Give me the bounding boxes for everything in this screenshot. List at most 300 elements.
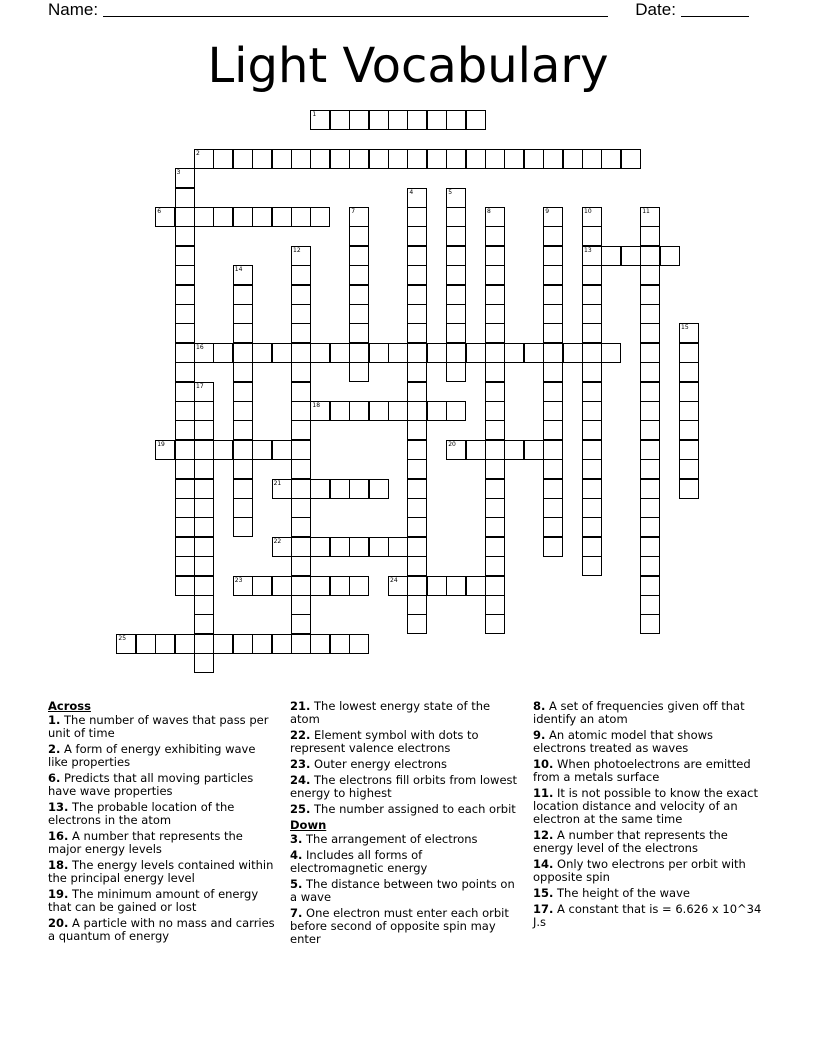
grid-cell[interactable] xyxy=(330,401,350,421)
grid-cell[interactable] xyxy=(116,634,136,654)
grid-cell[interactable] xyxy=(194,459,214,479)
grid-cell[interactable] xyxy=(233,304,253,324)
grid-cell[interactable] xyxy=(407,576,427,596)
grid-cell[interactable] xyxy=(272,440,292,460)
grid-cell[interactable] xyxy=(272,479,292,499)
grid-cell[interactable] xyxy=(679,343,699,363)
grid-cell[interactable] xyxy=(175,265,195,285)
grid-cell[interactable] xyxy=(582,459,602,479)
grid-cell[interactable] xyxy=(369,343,389,363)
grid-cell[interactable] xyxy=(485,246,505,266)
grid-cell[interactable] xyxy=(446,576,466,596)
grid-cell[interactable] xyxy=(388,401,408,421)
grid-cell[interactable] xyxy=(233,362,253,382)
grid-cell[interactable] xyxy=(388,343,408,363)
grid-cell[interactable] xyxy=(407,343,427,363)
grid-cell[interactable] xyxy=(640,420,660,440)
grid-cell[interactable] xyxy=(175,188,195,208)
grid-cell[interactable] xyxy=(291,362,311,382)
grid-cell[interactable] xyxy=(194,401,214,421)
grid-cell[interactable] xyxy=(291,382,311,402)
grid-cell[interactable] xyxy=(272,537,292,557)
grid-cell[interactable] xyxy=(233,265,253,285)
grid-cell[interactable] xyxy=(640,265,660,285)
grid-cell[interactable] xyxy=(233,634,253,654)
grid-cell[interactable] xyxy=(640,285,660,305)
grid-cell[interactable] xyxy=(582,479,602,499)
grid-cell[interactable] xyxy=(310,343,330,363)
grid-cell[interactable] xyxy=(175,304,195,324)
grid-cell[interactable] xyxy=(233,498,253,518)
grid-cell[interactable] xyxy=(310,537,330,557)
grid-cell[interactable] xyxy=(485,226,505,246)
grid-cell[interactable] xyxy=(446,149,466,169)
grid-cell[interactable] xyxy=(233,479,253,499)
grid-cell[interactable] xyxy=(640,304,660,324)
grid-cell[interactable] xyxy=(504,343,524,363)
grid-cell[interactable] xyxy=(291,595,311,615)
grid-cell[interactable] xyxy=(349,226,369,246)
grid-cell[interactable] xyxy=(679,479,699,499)
grid-cell[interactable] xyxy=(330,110,350,130)
grid-cell[interactable] xyxy=(407,556,427,576)
grid-cell[interactable] xyxy=(175,168,195,188)
grid-cell[interactable] xyxy=(175,634,195,654)
grid-cell[interactable] xyxy=(194,595,214,615)
grid-cell[interactable] xyxy=(291,343,311,363)
grid-cell[interactable] xyxy=(543,498,563,518)
grid-cell[interactable] xyxy=(349,634,369,654)
grid-cell[interactable] xyxy=(213,440,233,460)
grid-cell[interactable] xyxy=(194,576,214,596)
grid-cell[interactable] xyxy=(349,246,369,266)
grid-cell[interactable] xyxy=(640,459,660,479)
grid-cell[interactable] xyxy=(175,556,195,576)
grid-cell[interactable] xyxy=(543,420,563,440)
grid-cell[interactable] xyxy=(194,207,214,227)
grid-cell[interactable] xyxy=(427,149,447,169)
grid-cell[interactable] xyxy=(291,517,311,537)
grid-cell[interactable] xyxy=(330,537,350,557)
grid-cell[interactable] xyxy=(233,401,253,421)
grid-cell[interactable] xyxy=(640,401,660,421)
grid-cell[interactable] xyxy=(175,517,195,537)
grid-cell[interactable] xyxy=(407,498,427,518)
grid-cell[interactable] xyxy=(543,246,563,266)
grid-cell[interactable] xyxy=(485,382,505,402)
grid-cell[interactable] xyxy=(446,440,466,460)
grid-cell[interactable] xyxy=(543,362,563,382)
grid-cell[interactable] xyxy=(640,556,660,576)
grid-cell[interactable] xyxy=(446,265,466,285)
grid-cell[interactable] xyxy=(543,207,563,227)
grid-cell[interactable] xyxy=(543,382,563,402)
grid-cell[interactable] xyxy=(427,343,447,363)
grid-cell[interactable] xyxy=(543,459,563,479)
grid-cell[interactable] xyxy=(543,343,563,363)
grid-cell[interactable] xyxy=(446,323,466,343)
grid-cell[interactable] xyxy=(640,479,660,499)
grid-cell[interactable] xyxy=(272,343,292,363)
grid-cell[interactable] xyxy=(679,440,699,460)
grid-cell[interactable] xyxy=(446,188,466,208)
grid-cell[interactable] xyxy=(582,517,602,537)
grid-cell[interactable] xyxy=(291,246,311,266)
grid-cell[interactable] xyxy=(349,110,369,130)
grid-cell[interactable] xyxy=(291,479,311,499)
grid-cell[interactable] xyxy=(291,614,311,634)
grid-cell[interactable] xyxy=(388,149,408,169)
grid-cell[interactable] xyxy=(543,517,563,537)
grid-cell[interactable] xyxy=(582,498,602,518)
grid-cell[interactable] xyxy=(291,304,311,324)
grid-cell[interactable] xyxy=(291,459,311,479)
grid-cell[interactable] xyxy=(504,440,524,460)
grid-cell[interactable] xyxy=(330,149,350,169)
grid-cell[interactable] xyxy=(407,537,427,557)
grid-cell[interactable] xyxy=(175,246,195,266)
grid-cell[interactable] xyxy=(369,537,389,557)
grid-cell[interactable] xyxy=(640,498,660,518)
grid-cell[interactable] xyxy=(543,265,563,285)
grid-cell[interactable] xyxy=(233,440,253,460)
grid-cell[interactable] xyxy=(272,576,292,596)
grid-cell[interactable] xyxy=(407,323,427,343)
grid-cell[interactable] xyxy=(543,226,563,246)
grid-cell[interactable] xyxy=(194,634,214,654)
grid-cell[interactable] xyxy=(213,343,233,363)
grid-cell[interactable] xyxy=(621,246,641,266)
grid-cell[interactable] xyxy=(582,420,602,440)
grid-cell[interactable] xyxy=(407,285,427,305)
grid-cell[interactable] xyxy=(252,440,272,460)
grid-cell[interactable] xyxy=(330,479,350,499)
grid-cell[interactable] xyxy=(582,537,602,557)
grid-cell[interactable] xyxy=(427,110,447,130)
grid-cell[interactable] xyxy=(233,285,253,305)
grid-cell[interactable] xyxy=(582,401,602,421)
grid-cell[interactable] xyxy=(543,479,563,499)
grid-cell[interactable] xyxy=(369,110,389,130)
grid-cell[interactable] xyxy=(485,265,505,285)
grid-cell[interactable] xyxy=(252,207,272,227)
grid-cell[interactable] xyxy=(291,537,311,557)
grid-cell[interactable] xyxy=(582,265,602,285)
grid-cell[interactable] xyxy=(310,479,330,499)
grid-cell[interactable] xyxy=(291,576,311,596)
grid-cell[interactable] xyxy=(233,207,253,227)
grid-cell[interactable] xyxy=(582,304,602,324)
grid-cell[interactable] xyxy=(543,285,563,305)
grid-cell[interactable] xyxy=(233,420,253,440)
grid-cell[interactable] xyxy=(679,459,699,479)
grid-cell[interactable] xyxy=(466,576,486,596)
grid-cell[interactable] xyxy=(175,479,195,499)
grid-cell[interactable] xyxy=(563,149,583,169)
grid-cell[interactable] xyxy=(310,207,330,227)
grid-cell[interactable] xyxy=(272,207,292,227)
grid-cell[interactable] xyxy=(485,362,505,382)
grid-cell[interactable] xyxy=(349,265,369,285)
grid-cell[interactable] xyxy=(175,285,195,305)
grid-cell[interactable] xyxy=(369,149,389,169)
grid-cell[interactable] xyxy=(485,440,505,460)
grid-cell[interactable] xyxy=(582,362,602,382)
grid-cell[interactable] xyxy=(175,498,195,518)
grid-cell[interactable] xyxy=(582,246,602,266)
grid-cell[interactable] xyxy=(175,440,195,460)
grid-cell[interactable] xyxy=(291,323,311,343)
grid-cell[interactable] xyxy=(407,517,427,537)
grid-cell[interactable] xyxy=(349,576,369,596)
grid-cell[interactable] xyxy=(175,323,195,343)
grid-cell[interactable] xyxy=(524,149,544,169)
grid-cell[interactable] xyxy=(407,110,427,130)
grid-cell[interactable] xyxy=(446,343,466,363)
grid-cell[interactable] xyxy=(582,343,602,363)
grid-cell[interactable] xyxy=(446,401,466,421)
grid-cell[interactable] xyxy=(640,517,660,537)
grid-cell[interactable] xyxy=(640,323,660,343)
grid-cell[interactable] xyxy=(543,323,563,343)
grid-cell[interactable] xyxy=(485,576,505,596)
grid-cell[interactable] xyxy=(388,537,408,557)
grid-cell[interactable] xyxy=(233,382,253,402)
grid-cell[interactable] xyxy=(466,149,486,169)
grid-cell[interactable] xyxy=(310,576,330,596)
grid-cell[interactable] xyxy=(485,595,505,615)
grid-cell[interactable] xyxy=(582,382,602,402)
grid-cell[interactable] xyxy=(446,226,466,246)
grid-cell[interactable] xyxy=(194,382,214,402)
grid-cell[interactable] xyxy=(485,479,505,499)
grid-cell[interactable] xyxy=(310,634,330,654)
grid-cell[interactable] xyxy=(175,207,195,227)
grid-cell[interactable] xyxy=(485,401,505,421)
grid-cell[interactable] xyxy=(175,401,195,421)
grid-cell[interactable] xyxy=(155,440,175,460)
grid-cell[interactable] xyxy=(155,207,175,227)
grid-cell[interactable] xyxy=(427,401,447,421)
grid-cell[interactable] xyxy=(388,576,408,596)
grid-cell[interactable] xyxy=(407,440,427,460)
grid-cell[interactable] xyxy=(291,265,311,285)
grid-cell[interactable] xyxy=(349,207,369,227)
grid-cell[interactable] xyxy=(155,634,175,654)
grid-cell[interactable] xyxy=(407,614,427,634)
grid-cell[interactable] xyxy=(485,517,505,537)
grid-cell[interactable] xyxy=(194,556,214,576)
grid-cell[interactable] xyxy=(582,440,602,460)
grid-cell[interactable] xyxy=(233,343,253,363)
grid-cell[interactable] xyxy=(679,420,699,440)
grid-cell[interactable] xyxy=(446,207,466,227)
grid-cell[interactable] xyxy=(446,246,466,266)
grid-cell[interactable] xyxy=(485,614,505,634)
grid-cell[interactable] xyxy=(291,207,311,227)
grid-cell[interactable] xyxy=(466,343,486,363)
grid-cell[interactable] xyxy=(563,343,583,363)
grid-cell[interactable] xyxy=(601,343,621,363)
grid-cell[interactable] xyxy=(582,149,602,169)
grid-cell[interactable] xyxy=(175,343,195,363)
grid-cell[interactable] xyxy=(427,576,447,596)
grid-cell[interactable] xyxy=(640,382,660,402)
grid-cell[interactable] xyxy=(446,362,466,382)
grid-cell[interactable] xyxy=(640,207,660,227)
grid-cell[interactable] xyxy=(291,556,311,576)
grid-cell[interactable] xyxy=(679,362,699,382)
grid-cell[interactable] xyxy=(175,576,195,596)
grid-cell[interactable] xyxy=(194,420,214,440)
grid-cell[interactable] xyxy=(640,595,660,615)
grid-cell[interactable] xyxy=(349,479,369,499)
grid-cell[interactable] xyxy=(272,634,292,654)
grid-cell[interactable] xyxy=(194,537,214,557)
grid-cell[interactable] xyxy=(640,343,660,363)
grid-cell[interactable] xyxy=(621,149,641,169)
grid-cell[interactable] xyxy=(466,110,486,130)
grid-cell[interactable] xyxy=(291,440,311,460)
grid-cell[interactable] xyxy=(446,110,466,130)
grid-cell[interactable] xyxy=(407,420,427,440)
grid-cell[interactable] xyxy=(349,323,369,343)
grid-cell[interactable] xyxy=(194,479,214,499)
grid-cell[interactable] xyxy=(310,149,330,169)
grid-cell[interactable] xyxy=(194,343,214,363)
grid-cell[interactable] xyxy=(349,343,369,363)
grid-cell[interactable] xyxy=(524,343,544,363)
grid-cell[interactable] xyxy=(407,459,427,479)
grid-cell[interactable] xyxy=(582,207,602,227)
grid-cell[interactable] xyxy=(136,634,156,654)
grid-cell[interactable] xyxy=(369,401,389,421)
grid-cell[interactable] xyxy=(543,440,563,460)
grid-cell[interactable] xyxy=(446,285,466,305)
grid-cell[interactable] xyxy=(194,614,214,634)
grid-cell[interactable] xyxy=(485,343,505,363)
grid-cell[interactable] xyxy=(407,362,427,382)
grid-cell[interactable] xyxy=(252,576,272,596)
grid-cell[interactable] xyxy=(407,382,427,402)
grid-cell[interactable] xyxy=(291,498,311,518)
grid-cell[interactable] xyxy=(233,323,253,343)
grid-cell[interactable] xyxy=(330,634,350,654)
grid-cell[interactable] xyxy=(407,401,427,421)
grid-cell[interactable] xyxy=(330,576,350,596)
grid-cell[interactable] xyxy=(485,498,505,518)
grid-cell[interactable] xyxy=(213,149,233,169)
grid-cell[interactable] xyxy=(194,498,214,518)
grid-cell[interactable] xyxy=(175,362,195,382)
grid-cell[interactable] xyxy=(543,401,563,421)
grid-cell[interactable] xyxy=(407,226,427,246)
grid-cell[interactable] xyxy=(349,537,369,557)
grid-cell[interactable] xyxy=(349,285,369,305)
grid-cell[interactable] xyxy=(485,556,505,576)
grid-cell[interactable] xyxy=(407,265,427,285)
grid-cell[interactable] xyxy=(310,110,330,130)
grid-cell[interactable] xyxy=(407,188,427,208)
grid-cell[interactable] xyxy=(175,382,195,402)
grid-cell[interactable] xyxy=(175,226,195,246)
grid-cell[interactable] xyxy=(252,634,272,654)
grid-cell[interactable] xyxy=(388,110,408,130)
grid-cell[interactable] xyxy=(485,304,505,324)
grid-cell[interactable] xyxy=(349,149,369,169)
grid-cell[interactable] xyxy=(291,634,311,654)
grid-cell[interactable] xyxy=(175,459,195,479)
grid-cell[interactable] xyxy=(291,285,311,305)
grid-cell[interactable] xyxy=(679,401,699,421)
grid-cell[interactable] xyxy=(194,440,214,460)
grid-cell[interactable] xyxy=(252,343,272,363)
grid-cell[interactable] xyxy=(213,207,233,227)
grid-cell[interactable] xyxy=(349,362,369,382)
grid-cell[interactable] xyxy=(582,323,602,343)
grid-cell[interactable] xyxy=(679,382,699,402)
grid-cell[interactable] xyxy=(543,304,563,324)
grid-cell[interactable] xyxy=(660,246,680,266)
grid-cell[interactable] xyxy=(485,420,505,440)
grid-cell[interactable] xyxy=(485,285,505,305)
grid-cell[interactable] xyxy=(330,343,350,363)
grid-cell[interactable] xyxy=(640,614,660,634)
grid-cell[interactable] xyxy=(543,537,563,557)
grid-cell[interactable] xyxy=(407,207,427,227)
grid-cell[interactable] xyxy=(233,149,253,169)
grid-cell[interactable] xyxy=(175,420,195,440)
grid-cell[interactable] xyxy=(194,517,214,537)
grid-cell[interactable] xyxy=(213,634,233,654)
grid-cell[interactable] xyxy=(407,149,427,169)
grid-cell[interactable] xyxy=(252,149,272,169)
grid-cell[interactable] xyxy=(485,149,505,169)
grid-cell[interactable] xyxy=(446,304,466,324)
grid-cell[interactable] xyxy=(485,459,505,479)
grid-cell[interactable] xyxy=(485,537,505,557)
grid-cell[interactable] xyxy=(272,149,292,169)
grid-cell[interactable] xyxy=(582,226,602,246)
grid-cell[interactable] xyxy=(349,401,369,421)
grid-cell[interactable] xyxy=(369,479,389,499)
grid-cell[interactable] xyxy=(233,576,253,596)
grid-cell[interactable] xyxy=(640,440,660,460)
grid-cell[interactable] xyxy=(194,149,214,169)
grid-cell[interactable] xyxy=(291,149,311,169)
grid-cell[interactable] xyxy=(175,537,195,557)
grid-cell[interactable] xyxy=(407,595,427,615)
grid-cell[interactable] xyxy=(349,304,369,324)
grid-cell[interactable] xyxy=(310,401,330,421)
grid-cell[interactable] xyxy=(291,420,311,440)
grid-cell[interactable] xyxy=(582,556,602,576)
grid-cell[interactable] xyxy=(640,362,660,382)
grid-cell[interactable] xyxy=(601,246,621,266)
grid-cell[interactable] xyxy=(640,246,660,266)
grid-cell[interactable] xyxy=(291,401,311,421)
grid-cell[interactable] xyxy=(233,517,253,537)
grid-cell[interactable] xyxy=(407,246,427,266)
grid-cell[interactable] xyxy=(233,459,253,479)
grid-cell[interactable] xyxy=(485,323,505,343)
grid-cell[interactable] xyxy=(640,537,660,557)
grid-cell[interactable] xyxy=(194,653,214,673)
grid-cell[interactable] xyxy=(543,149,563,169)
grid-cell[interactable] xyxy=(679,323,699,343)
grid-cell[interactable] xyxy=(407,479,427,499)
grid-cell[interactable] xyxy=(640,576,660,596)
